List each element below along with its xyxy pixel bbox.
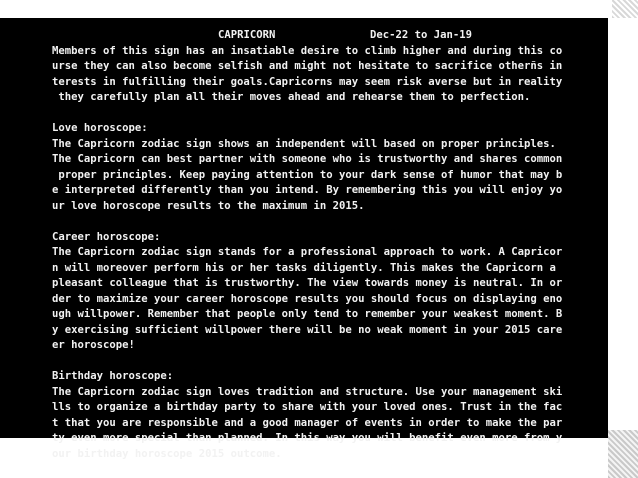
- text-line: terests in fulfilling their goals.Capricorns may seem risk averse but in reality: [52, 75, 563, 88]
- text-line: pleasant colleague that is trustworthy. The view towards money is neutral. In or: [52, 277, 563, 289]
- career-section: [52, 230, 608, 354]
- text-line: t that you are responsible and a good manager of events in order to make the par: [52, 416, 563, 429]
- section-heading: Love horoscope:: [52, 122, 148, 134]
- decorative-pattern-top: [612, 0, 638, 18]
- text-line: Members of this sign has an insatiable desire to climb higher and during this co: [52, 44, 563, 57]
- text-line: urse they can also become selfish and might not hesitate to sacrifice otherñs in: [52, 60, 563, 72]
- text-line: n will moreover perform his or her tasks diligently. This makes the Capricorn a: [52, 261, 556, 274]
- text-line: The Capricorn zodiac sign shows an independent will based on proper principles.: [52, 137, 556, 150]
- text-line: er horoscope!: [52, 339, 135, 351]
- text-line: our birthday horoscope 2015 outcome.: [52, 447, 282, 460]
- text-line: der to maximize your career horoscope results you should focus on displaying eno: [52, 292, 563, 305]
- header-row: [52, 28, 608, 44]
- text-line: The Capricorn zodiac sign loves tradition and structure. Use your management ski: [52, 385, 563, 398]
- terminal-screen: [0, 18, 608, 460]
- section-heading: Career horoscope:: [52, 230, 161, 243]
- section-heading: Birthday horoscope:: [52, 370, 174, 382]
- text-line: they carefully plan all their moves ahead and rehearse them to perfection.: [52, 91, 531, 103]
- birthday-section: [52, 369, 608, 462]
- sign-title: CAPRICORN: [218, 29, 276, 41]
- blank-line: [52, 214, 608, 230]
- date-range: Dec-22 to Jan-19: [370, 29, 473, 41]
- text-line: The Capricorn zodiac sign stands for a professional approach to work. A Capricor: [52, 246, 563, 258]
- text-line: ur love horoscope results to the maximum in 2015.: [52, 199, 365, 212]
- text-line: ugh willpower. Remember that people only tend to remember your weakest moment. B: [52, 308, 563, 320]
- love-section: [52, 121, 608, 214]
- blank-line: [52, 106, 608, 122]
- blank-line: [52, 354, 608, 370]
- intro-paragraph: [52, 44, 608, 106]
- text-line: lls to organize a birthday party to share with your loved ones. Trust in the fac: [52, 401, 563, 413]
- text-line: ty even more special than planned. In this way you will benefit even more from y: [52, 432, 563, 444]
- text-line: e interpreted differently than you intend. By remembering this you will enjoy yo: [52, 184, 563, 196]
- text-line: y exercising sufficient willpower there will be no weak moment in your 2015 care: [52, 323, 563, 336]
- decorative-pattern-bottom: [608, 430, 638, 478]
- text-line: The Capricorn can best partner with someone who is trustworthy and shares common: [52, 153, 563, 165]
- text-line: proper principles. Keep paying attention to your dark sense of humor that may b: [52, 168, 563, 181]
